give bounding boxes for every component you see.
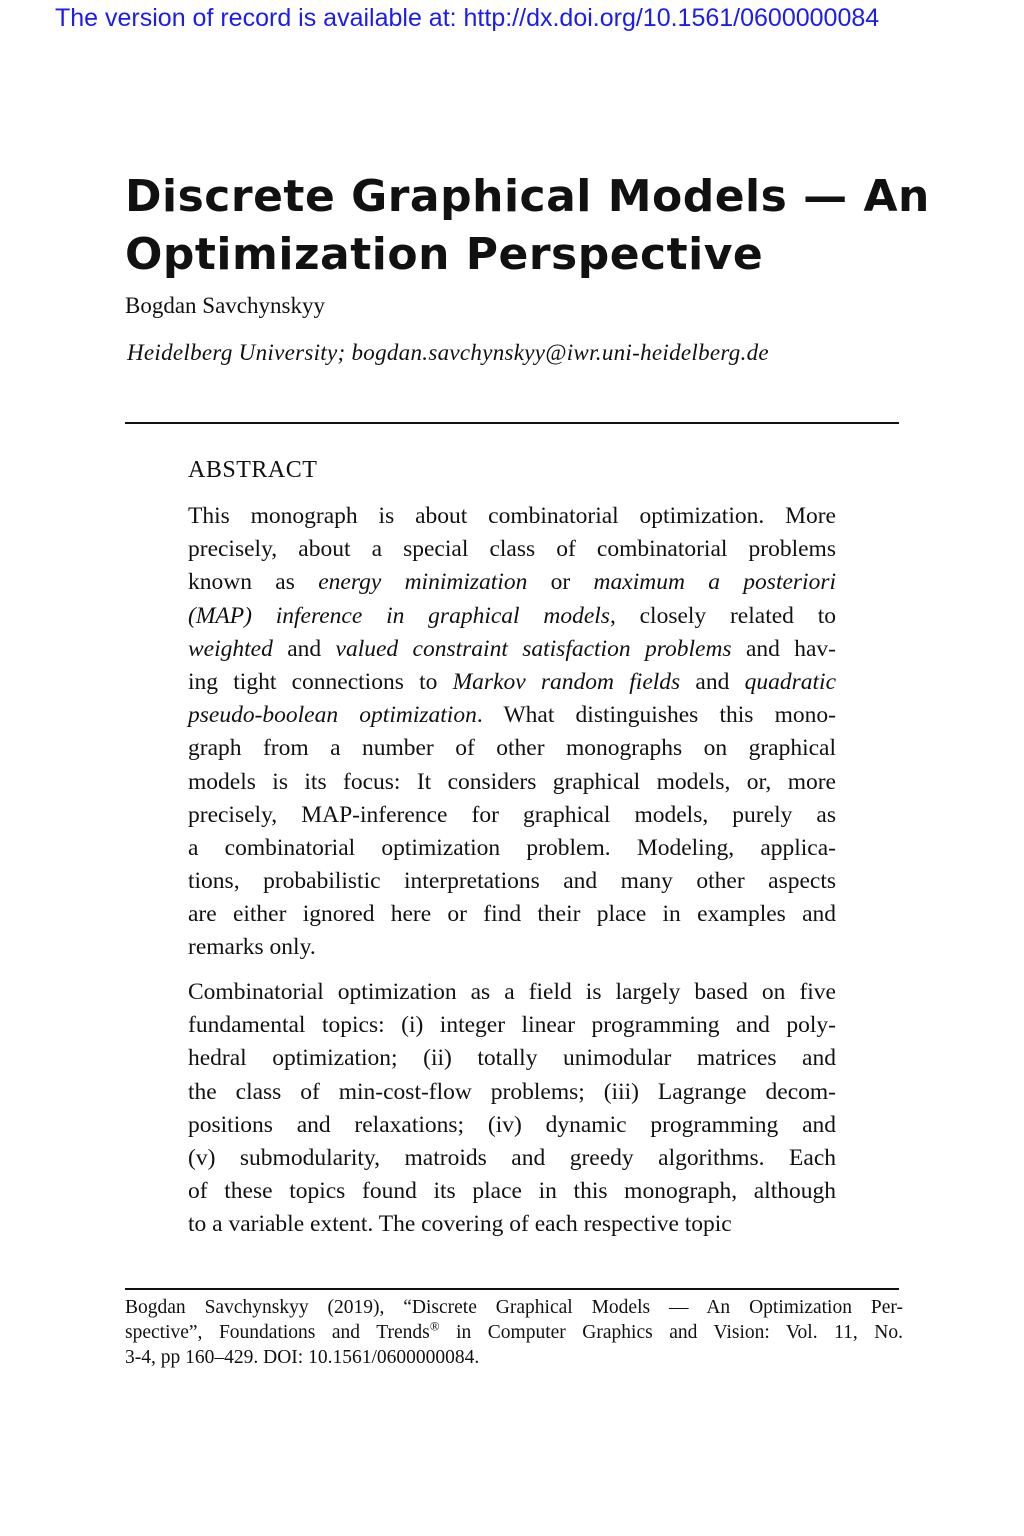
italic-text: pseudo-boolean optimization bbox=[188, 702, 477, 729]
italic-text: maximum a posteriori bbox=[593, 569, 837, 596]
version-of-record-link[interactable]: The version of record is available at: http://dx.doi.org/10.1561/0600000084 bbox=[55, 4, 880, 32]
text-line bbox=[188, 500, 836, 533]
text-line bbox=[125, 1320, 903, 1345]
text-line bbox=[188, 1142, 836, 1175]
italic-text: valued constraint satisfaction problems bbox=[335, 635, 732, 662]
text-line bbox=[188, 732, 836, 765]
text-segment: and bbox=[680, 668, 745, 695]
abstract-paragraph-1 bbox=[188, 500, 836, 965]
italic-text: quadratic bbox=[744, 668, 836, 695]
text-segment: remarks only. bbox=[188, 934, 316, 961]
text-line bbox=[188, 1076, 836, 1109]
text-segment: fundamental topics: (i) integer linear programming and poly- bbox=[188, 1012, 836, 1039]
text-segment: ing tight connections to bbox=[188, 668, 453, 695]
text-segment: are either ignored here or find their place in examples and bbox=[188, 901, 836, 928]
text-segment: precisely, MAP-inference for graphical models, purely as bbox=[188, 801, 836, 828]
text-line bbox=[188, 931, 836, 964]
text-line bbox=[188, 976, 836, 1009]
text-line bbox=[188, 699, 836, 732]
text-line bbox=[188, 1175, 836, 1208]
text-line bbox=[125, 1345, 903, 1370]
text-line bbox=[188, 633, 836, 666]
paper-title bbox=[125, 168, 930, 284]
title-divider bbox=[125, 422, 899, 424]
text-line bbox=[188, 865, 836, 898]
title-line: Discrete Graphical Models — An bbox=[125, 171, 930, 222]
text-line bbox=[188, 832, 836, 865]
text-segment: Bogdan Savchynskyy (2019), “Discrete Graphical Models — An Optimization Per- bbox=[125, 1297, 903, 1318]
text-segment: or bbox=[527, 569, 594, 596]
text-line bbox=[188, 898, 836, 931]
text-segment: the class of min-cost-flow problems; (iii) Lagrange decom- bbox=[188, 1078, 836, 1105]
text-line bbox=[188, 533, 836, 566]
text-line bbox=[188, 1009, 836, 1042]
text-line bbox=[188, 666, 836, 699]
text-line bbox=[188, 566, 836, 599]
text-segment: precisely, about a special class of combinatorial problems bbox=[188, 536, 836, 563]
text-line bbox=[125, 1295, 903, 1320]
text-line bbox=[188, 1042, 836, 1075]
text-segment: Combinatorial optimization as a field is largely based on five bbox=[188, 979, 836, 1005]
text-segment: a combinatorial optimization problem. Modeling, applica- bbox=[188, 834, 836, 861]
text-segment: 3-4, pp 160–429. DOI: 10.1561/0600000084. bbox=[125, 1347, 480, 1368]
footer-divider bbox=[125, 1288, 899, 1290]
text-line bbox=[188, 799, 836, 832]
text-segment: in Computer Graphics and Vision: Vol. 11, No. bbox=[439, 1322, 903, 1343]
text-segment: to a variable extent. The covering of each respective topic bbox=[188, 1211, 732, 1238]
title-line: Optimization Perspective bbox=[125, 229, 764, 280]
text-segment: positions and relaxations; (iv) dynamic programming and bbox=[188, 1111, 836, 1138]
text-line bbox=[188, 1208, 836, 1241]
text-segment: , closely related to bbox=[609, 602, 836, 629]
italic-text: Markov random fields bbox=[452, 668, 681, 695]
registered-mark: ® bbox=[429, 1318, 440, 1334]
text-segment: graph from a number of other monographs on graphical bbox=[188, 735, 836, 762]
citation-footer bbox=[125, 1295, 903, 1370]
italic-text: weighted bbox=[188, 635, 273, 662]
text-segment: known as bbox=[188, 569, 319, 596]
author-affiliation: Heidelberg University; bogdan.savchynskyy@iwr.uni-heidelberg.de bbox=[127, 340, 769, 365]
text-segment: models is its focus: It considers graphical models, or, more bbox=[188, 768, 836, 795]
text-segment: . What distinguishes this mono- bbox=[476, 702, 836, 729]
abstract-heading: ABSTRACT bbox=[188, 457, 318, 483]
text-line bbox=[188, 1109, 836, 1142]
text-line bbox=[188, 600, 836, 633]
text-segment: This monograph is about combinatorial optimization. More bbox=[188, 503, 836, 529]
author-name: Bogdan Savchynskyy bbox=[125, 293, 325, 318]
text-line bbox=[188, 766, 836, 799]
text-segment: spective”, Foundations and Trends bbox=[125, 1322, 430, 1343]
text-segment: tions, probabilistic interpretations and many other aspects bbox=[188, 868, 836, 895]
italic-text: (MAP) inference in graphical models bbox=[188, 602, 610, 629]
text-segment: (v) submodularity, matroids and greedy algorithms. Each bbox=[188, 1144, 836, 1171]
abstract-paragraph-2 bbox=[188, 976, 836, 1242]
text-segment: hedral optimization; (ii) totally unimodular matrices and bbox=[188, 1045, 836, 1072]
text-segment: of these topics found its place in this monograph, although bbox=[188, 1178, 836, 1205]
italic-text: energy minimization bbox=[318, 569, 528, 596]
text-segment: and hav- bbox=[731, 635, 837, 662]
text-segment: and bbox=[272, 635, 336, 662]
